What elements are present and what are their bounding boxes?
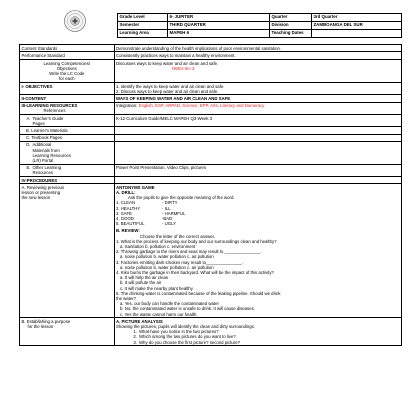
content-text: WAYS OF KEEPING WATER AND AIR CLEAN AND SAFE xyxy=(114,95,402,102)
review-question: 2. Throwing garbage to the rivers and seas may result to _______________. xyxy=(116,249,262,255)
other-resources-line: Other Learning xyxy=(32,165,62,171)
competencies-label-line: Write the LC Code xyxy=(49,71,85,77)
review-choice: a. noise pollution b. water pollution c. air pollution xyxy=(120,264,214,270)
deped-seal-icon xyxy=(64,10,86,32)
teachers-guide-line: Pages xyxy=(32,120,45,126)
analysis-question: 2. Which among the two pictures do you want to live? xyxy=(133,334,236,340)
establishing-label-line: for the lesson xyxy=(27,324,54,330)
review-choice: a. It will help the air clean xyxy=(120,275,169,281)
review-question: 3. Factories emitting dark smokes may result to_______________. xyxy=(116,259,244,265)
integration-prefix: Integration: xyxy=(116,103,139,109)
content-standards-text: Demonstrate understanding of the health implications of poor environmental sanitation. xyxy=(114,45,402,52)
additional-line: Learning Resources xyxy=(32,152,71,158)
textbook-pages-row xyxy=(20,134,402,141)
learners-materials-label: B. Learner's Materials xyxy=(20,127,115,134)
semester-label: Semester xyxy=(118,22,168,30)
performance-standard-text: Consistently practices ways to maintain a healthy environment. xyxy=(114,52,402,60)
picture-analysis-instruction: Showing the pictures, pupils will identify the clean and dirty surroundings. xyxy=(116,324,256,330)
game-title: ANTONYMS GAME xyxy=(116,184,155,190)
review-choice: b. It will pollute the air xyxy=(120,280,162,286)
review-title: B. REVIEW: xyxy=(116,228,140,234)
division-label: Division xyxy=(270,22,312,30)
antonym-pair: 4. GOOD -BAD xyxy=(116,215,173,221)
antonym-pair: 2. HEALTHY - ILL xyxy=(116,205,171,211)
procedures-label: IV-PROCEDURES xyxy=(20,177,115,184)
learners-materials-row xyxy=(20,127,402,134)
review-choice: a. Yes, our body can handle the contaminated water xyxy=(120,301,219,307)
teachers-guide-label xyxy=(20,115,115,127)
review-label-line: the new lesson xyxy=(21,195,51,201)
learning-area-value: MAPEH 6 xyxy=(168,30,270,38)
learning-area-label: Learning Area xyxy=(118,30,168,38)
competencies-label-line: for each xyxy=(58,76,75,82)
competencies-row xyxy=(20,60,402,83)
establishing-purpose-label xyxy=(20,318,115,346)
semester-value: THIRD QUARTER xyxy=(168,22,270,30)
lesson-plan-table xyxy=(19,44,402,346)
content-row xyxy=(20,95,402,102)
other-resources-label xyxy=(20,164,115,176)
review-choice: c. It will make the nearby plant healthy xyxy=(120,285,193,291)
teachers-guide-line: Teacher's Guide xyxy=(32,115,64,121)
review-choice: c. Yes the waste cannot harm our health. xyxy=(120,311,198,317)
additional-line: (LR) Portal xyxy=(32,157,54,163)
objective-item: 1. Identify the ways to keep water and air clean and safe. xyxy=(116,83,225,89)
header-info-table xyxy=(117,13,402,38)
picture-analysis-title: A. PICTURE ANALYSIS xyxy=(116,318,163,324)
antonym-pair: 5. BEAUTIFUL - UGLY xyxy=(116,221,177,227)
competencies-cell xyxy=(114,60,402,83)
additional-materials-label xyxy=(20,141,115,164)
drill-instruction: Ask the pupils to give the opposite meaning of the word. xyxy=(128,195,235,201)
establishing-purpose-row xyxy=(20,318,402,346)
review-question: 5. The drinking water is contaminated because of the leaking pipeline. Should we drink xyxy=(116,290,281,296)
review-choice: a. Sanitation b. pollution c. environment xyxy=(120,244,196,249)
content-standards-label: Content Standards xyxy=(20,45,115,52)
textbook-pages-label: C. Textbook Pages xyxy=(20,134,115,141)
review-choice: a. noise pollution b. water pollution c. air pollution xyxy=(120,254,214,260)
review-cell xyxy=(114,184,402,318)
teaching-dates-value xyxy=(312,30,402,38)
references-label: References xyxy=(43,108,66,114)
teachers-guide-letter: A. xyxy=(26,115,31,121)
establishing-label-line: B. Establishing a purpose xyxy=(21,318,71,324)
learners-materials-text xyxy=(114,127,402,134)
resources-label: III-LEARNING RESOURCES xyxy=(21,103,78,109)
grade-level-value: 6- JUPITER xyxy=(168,14,270,22)
review-instruction: Choose the letter of the correct answer. xyxy=(140,233,215,239)
review-label xyxy=(20,184,115,318)
analysis-question: 3. Why do you choose the first picture? second picture? xyxy=(133,339,241,345)
objectives-label: I- OBJECTIVES xyxy=(20,83,115,95)
competencies-label-line: Objectives xyxy=(56,65,77,71)
additional-materials-row xyxy=(20,141,402,164)
establishing-purpose-cell xyxy=(114,318,402,346)
other-resources-row xyxy=(20,164,402,176)
performance-standard-row xyxy=(20,52,402,60)
competencies-label xyxy=(20,60,115,83)
additional-line: Additional xyxy=(32,142,52,148)
competencies-label-line: Learning Competencies/ xyxy=(43,60,91,66)
review-question: the water? xyxy=(116,296,137,302)
content-label: II-CONTENT xyxy=(20,95,115,102)
additional-letter: D. xyxy=(26,142,31,148)
grade-level-label: Grade Level xyxy=(118,14,168,22)
competencies-text: Discusses ways to keep water and air clean and safe. xyxy=(116,60,219,66)
analysis-question: 1. What have you notice in the two pictures? xyxy=(133,329,219,335)
procedures-row xyxy=(20,177,402,184)
performance-standard-label: Performance Standard xyxy=(20,52,115,60)
content-standards-row xyxy=(20,45,402,52)
other-resources-letter: E. xyxy=(26,165,31,171)
objectives-row xyxy=(20,83,402,95)
competency-code: H6EH-IIIc-3 xyxy=(172,65,195,71)
resources-label-cell xyxy=(20,102,115,114)
additional-materials-text xyxy=(114,141,402,164)
procedures-empty xyxy=(114,177,402,184)
antonym-pair: 3. SAFE - HARMFUL xyxy=(116,210,186,216)
review-question: 1. What is the process of keeping our body and our surroundings clean and healthy? xyxy=(116,238,277,244)
objective-item: 2. Discuss ways to keep water and air clean and safe. xyxy=(116,88,219,94)
drill-title: A. DRILL: xyxy=(116,189,136,195)
division-value: ZAMBOANGA DEL SUR xyxy=(312,22,402,30)
review-label-line: lesson or presenting xyxy=(21,189,61,195)
review-label-line: A. Reviewing previous xyxy=(21,184,65,190)
objectives-cell xyxy=(114,83,402,95)
quarter-label: Quarter xyxy=(270,14,312,22)
integration-cell xyxy=(114,102,402,114)
review-row xyxy=(20,184,402,318)
quarter-value: 3rd Quarter xyxy=(312,14,402,22)
review-choice: b. No, the contaminated water is unsafe to drink. It will cause diseases. xyxy=(120,306,255,312)
additional-line: Materials from xyxy=(32,147,60,153)
other-resources-line: Resources xyxy=(32,170,54,176)
teachers-guide-row xyxy=(20,115,402,127)
textbook-pages-text xyxy=(114,134,402,141)
teaching-dates-label: Teaching Dates xyxy=(270,30,312,38)
resources-row xyxy=(20,102,402,114)
antonym-pair: 1. CLEAN - DIRTY xyxy=(116,200,178,206)
review-question: 4. Kiko burns the garbage in their backyard. What will be the impact of this activity? xyxy=(116,270,274,276)
teachers-guide-text: K-12 Curriculum Guide/MELC MAPEH Q3-Week 3 xyxy=(114,115,402,127)
integration-subjects: English, ESP, ARPAN, Science, EPP, Arts, Literacy and Numeracy xyxy=(138,103,265,109)
other-resources-text: Power Point Presentation, Video Clips, pictures xyxy=(114,164,402,176)
